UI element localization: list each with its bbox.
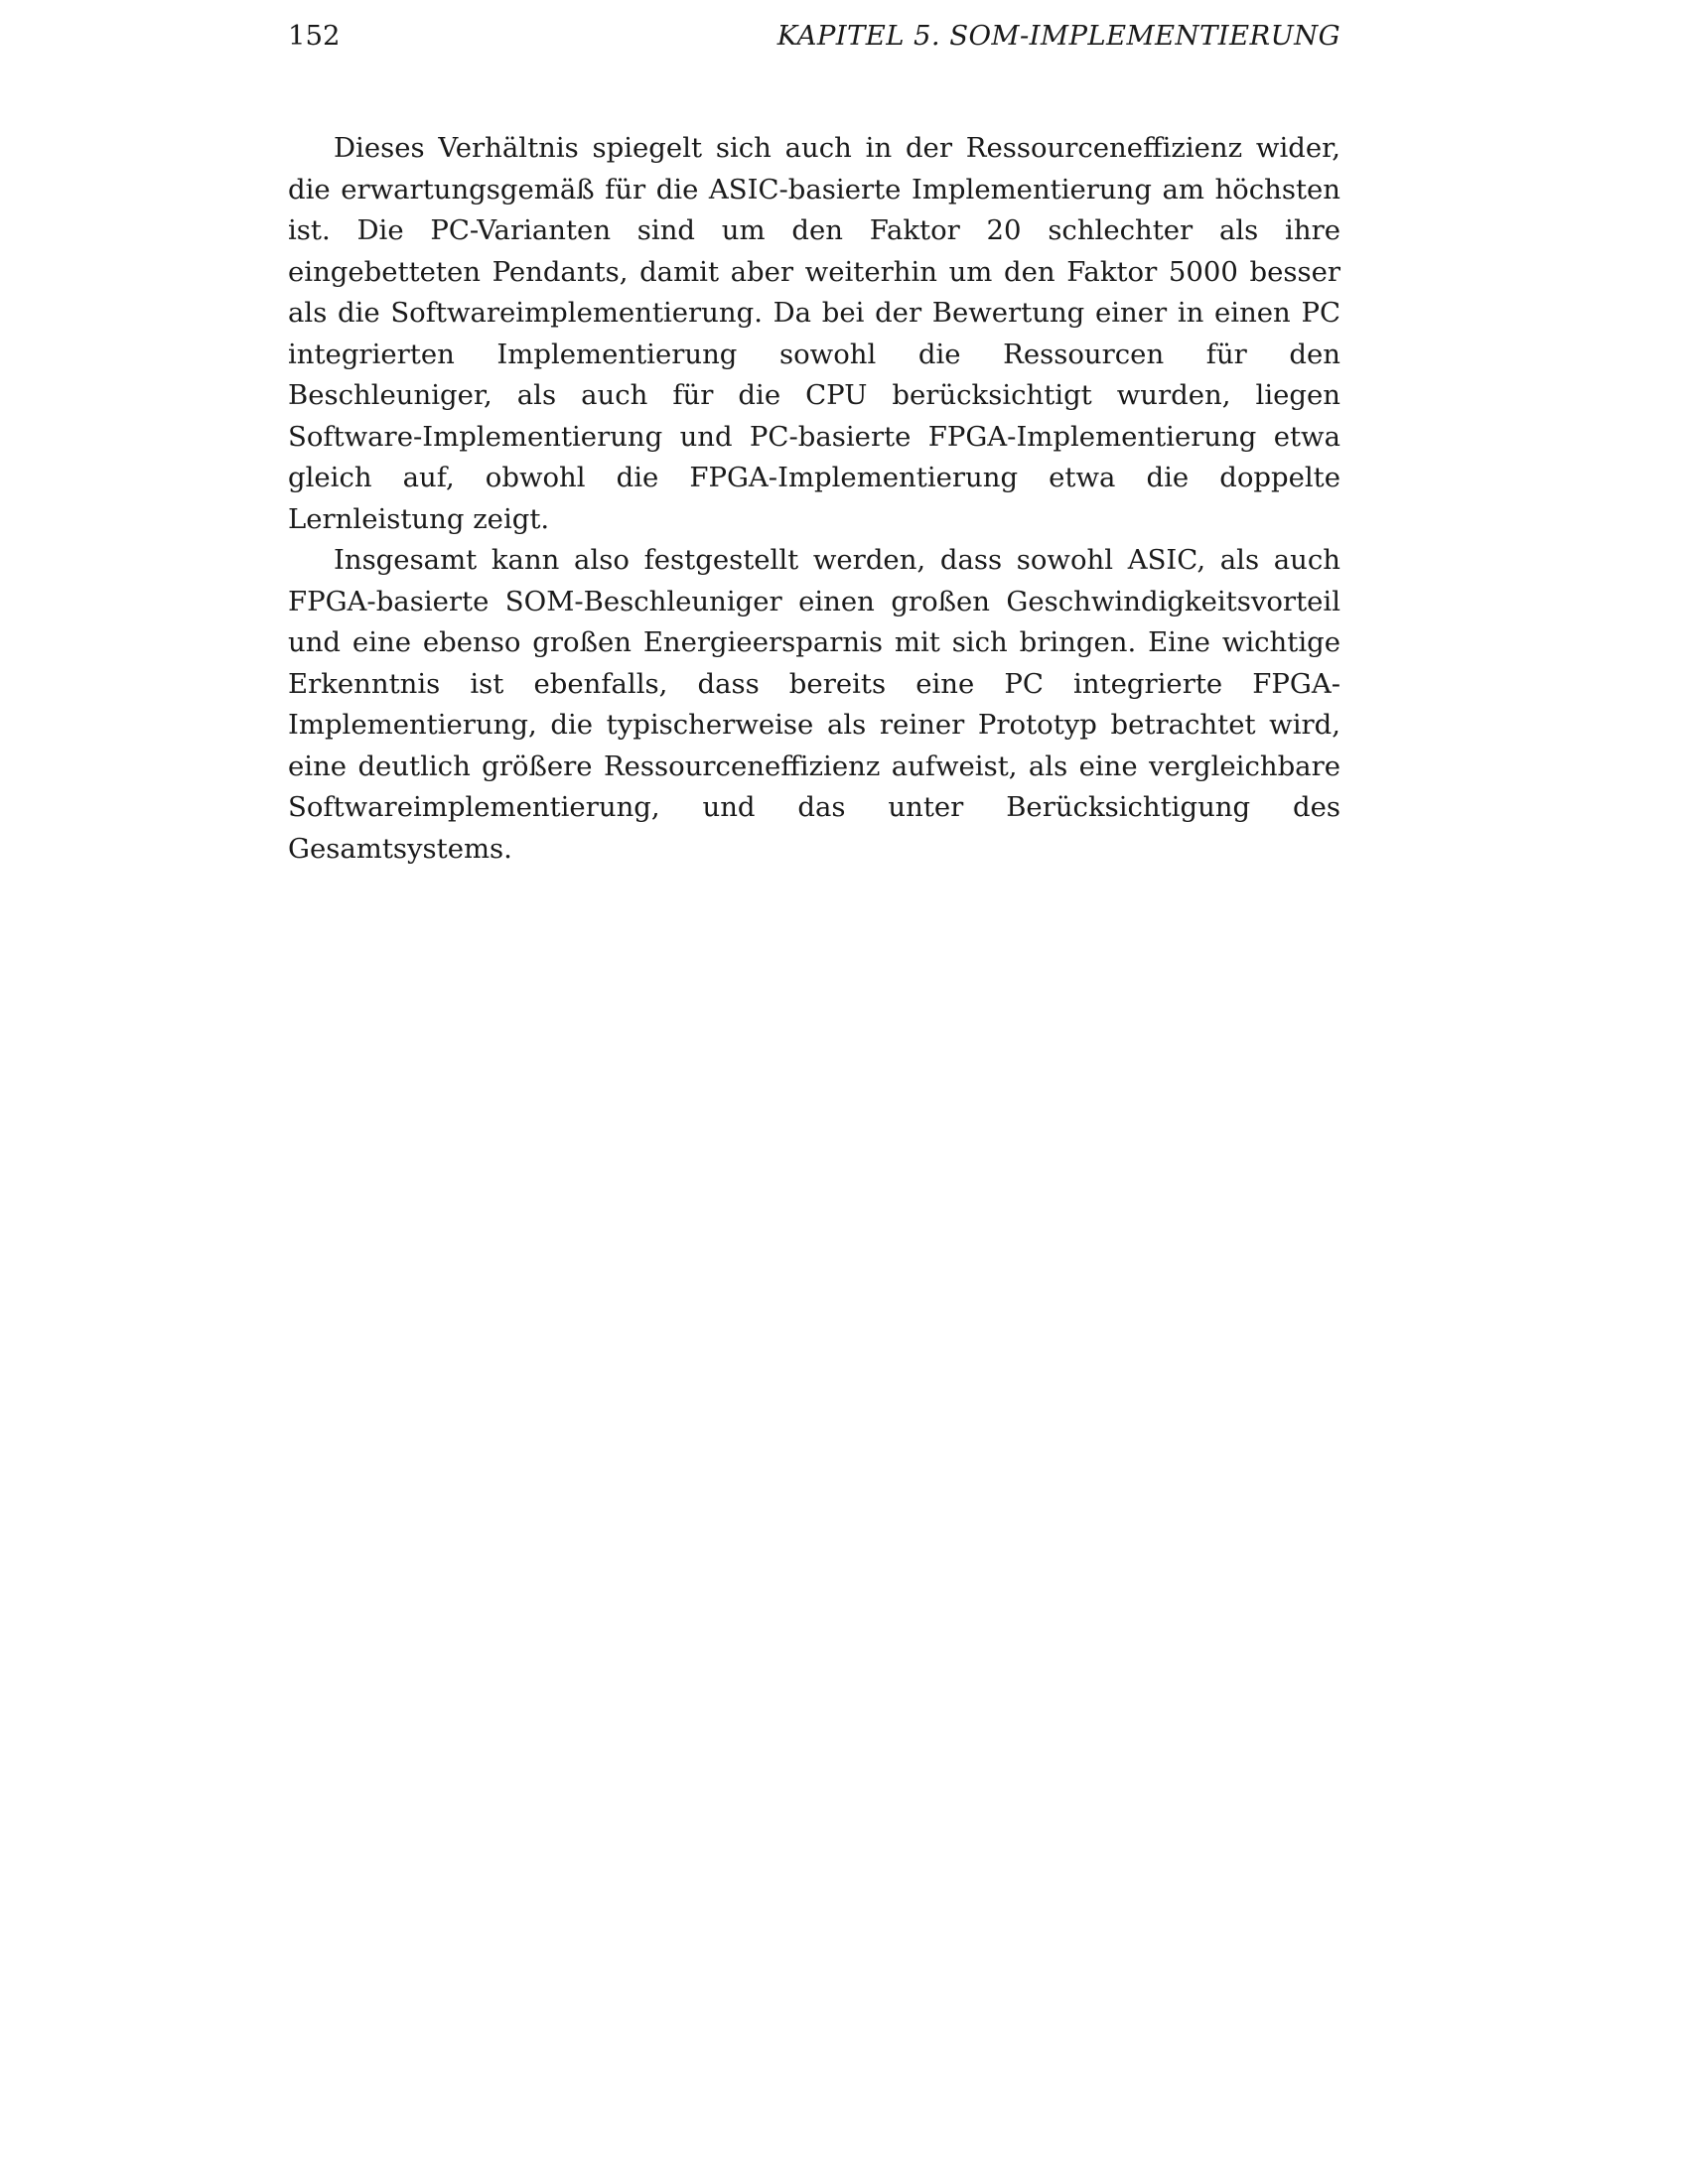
paragraph: Insgesamt kann also festgestellt werden, dass sowohl ASIC, als auch FPGA-basierte SOM-Beschleuniger einen großen Geschwindigkeitsvorteil und eine ebenso großen Energieersparnis mit sich bringen. Eine wichtige Erkenntnis ist ebenfalls, dass bereits eine PC integrierte FPGA-Implementierung, die typischerweise als reiner Prototyp betrachtet wird, eine deutlich größere Ressourceneffizienz aufweist, als eine vergleichbare Softwareimplementierung, und das unter Berücksichtigung des Gesamtsystems. [288, 544, 1340, 865]
chapter-title: KAPITEL 5. SOM-IMPLEMENTIERUNG [776, 20, 1340, 52]
page-number: 152 [288, 20, 341, 52]
paragraph: Dieses Verhältnis spiegelt sich auch in der Ressourceneffizienz wider, die erwartungsgemäß für die ASIC-basierte Implementierung am höchsten ist. Die PC-Varianten sind um den Faktor 20 schlechter als ihre eingebetteten Pendants, damit aber weiterhin um den Faktor 5000 besser als die Softwareimplementierung. Da bei der Bewertung einer in einen PC integrierten Implementierung sowohl die Ressourcen für den Beschleuniger, als auch für die CPU berücksichtigt wurden, liegen Software-Implementierung und PC-basierte FPGA-Implementierung etwa gleich auf, obwohl die FPGA-Implementierung etwa die doppelte Lernleistung zeigt. [288, 132, 1340, 535]
running-header [288, 14, 1340, 58]
body-text [288, 128, 1340, 870]
